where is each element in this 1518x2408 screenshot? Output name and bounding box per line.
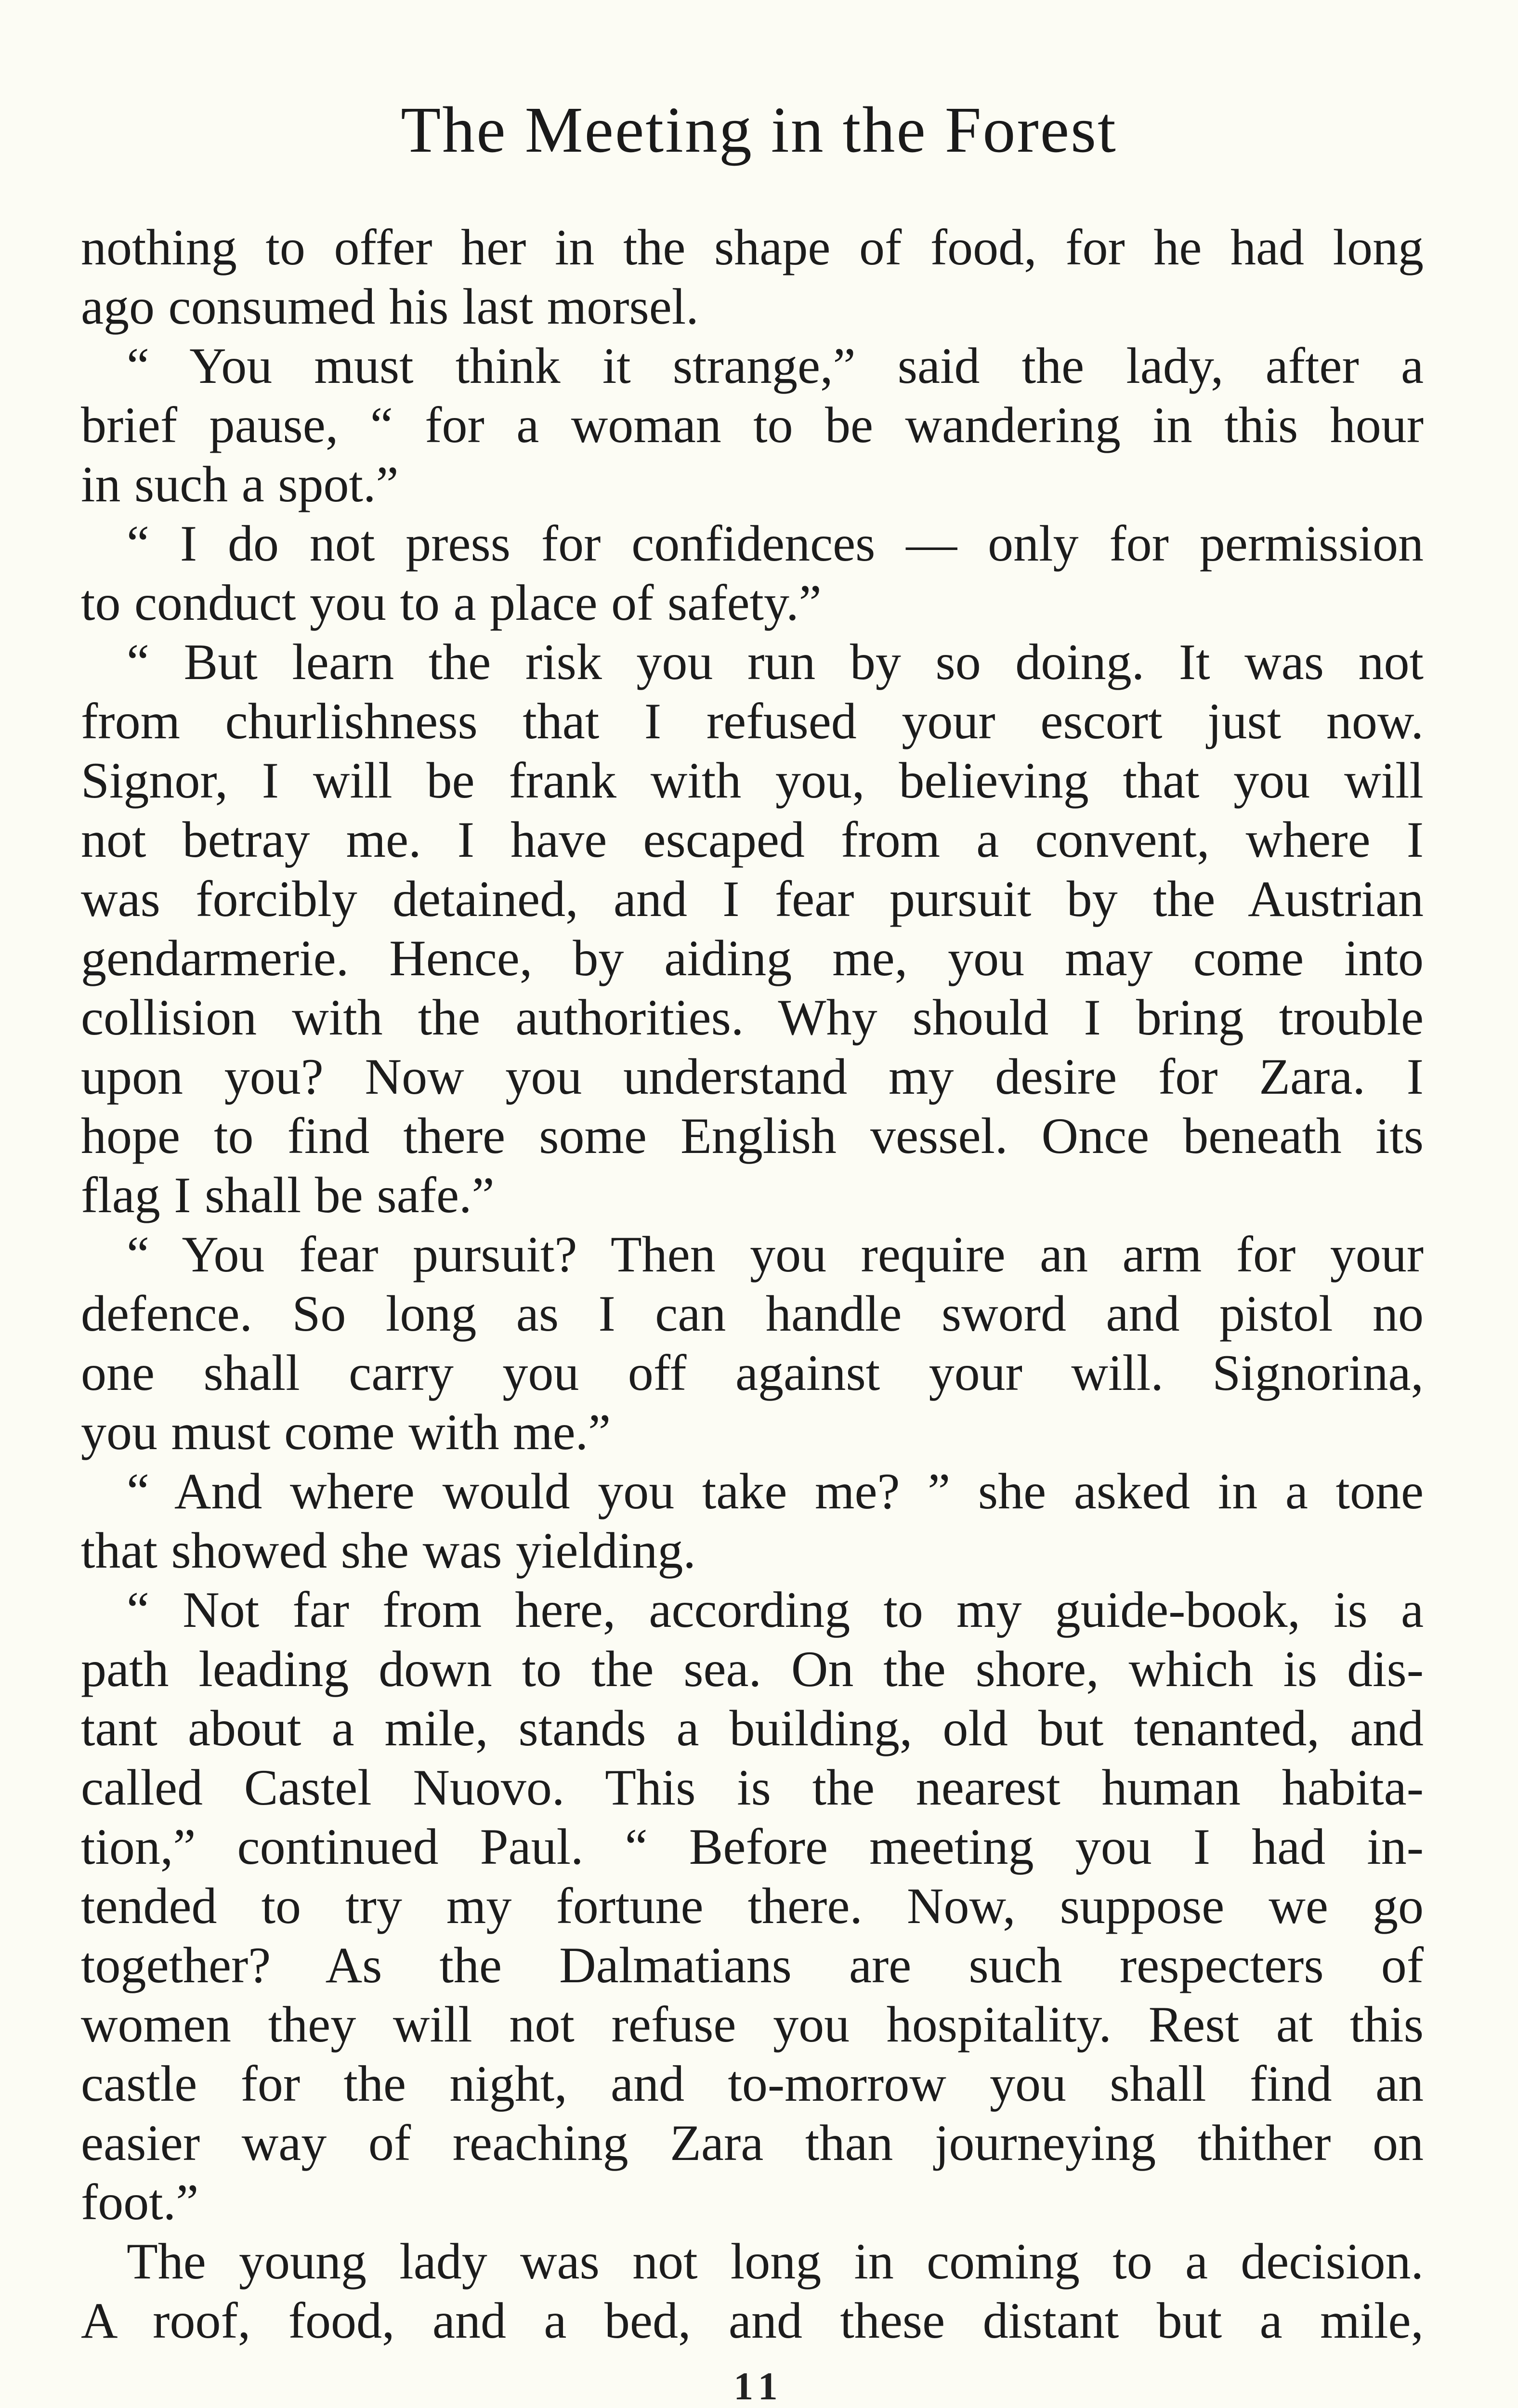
text-line: Signor, I will be frank with you, believing that you will <box>81 752 1424 809</box>
text-line: path leading down to the sea. On the shore, which is dis- <box>81 1641 1424 1697</box>
page-number: 11 <box>733 2364 785 2408</box>
text-line: one shall carry you off against your will. Signorina, <box>81 1345 1424 1401</box>
text-line: collision with the authorities. Why should I bring trouble <box>81 989 1424 1046</box>
text-line: nothing to offer her in the shape of food, for he had long <box>81 219 1424 275</box>
text-line: was forcibly detained, and I fear pursuit by the Austrian <box>81 871 1424 927</box>
text-line: not betray me. I have escaped from a convent, where I <box>81 811 1424 868</box>
text-line: “ But learn the risk you run by so doing. It was not <box>127 634 1424 690</box>
text-line: “ You must think it strange,” said the lady, after a <box>127 338 1424 394</box>
body-text <box>81 218 1424 2350</box>
text-line: in such a spot.” <box>81 456 399 512</box>
text-line: ago consumed his last morsel. <box>81 278 699 335</box>
text-line: upon you? Now you understand my desire for Zara. I <box>81 1048 1424 1105</box>
text-line: brief pause, “ for a woman to be wandering in this hour <box>81 397 1424 453</box>
text-line: tion,” continued Paul. “ Before meeting you I had in- <box>81 1819 1424 1875</box>
text-line: easier way of reaching Zara than journeying thither on <box>81 2115 1424 2171</box>
text-line: from churlishness that I refused your escort just now. <box>81 693 1424 749</box>
text-line: A roof, food, and a bed, and these distant but a mile, <box>81 2292 1424 2349</box>
text-line: to conduct you to a place of safety.” <box>81 575 822 631</box>
text-line: “ You fear pursuit? Then you require an arm for your <box>127 1226 1424 1283</box>
text-line: tended to try my fortune there. Now, suppose we go <box>81 1878 1424 1934</box>
page-title: The Meeting in the Forest <box>401 94 1117 166</box>
text-line: The young lady was not long in coming to a decision. <box>127 2233 1424 2290</box>
text-line: women they will not refuse you hospitality. Rest at this <box>81 1996 1424 2053</box>
text-line: together? As the Dalmatians are such respecters of <box>81 1937 1424 1993</box>
text-line: foot.” <box>81 2174 199 2230</box>
text-line: that showed she was yielding. <box>81 1522 696 1579</box>
text-line: tant about a mile, stands a building, old but tenanted, and <box>81 1700 1424 1756</box>
text-line: flag I shall be safe.” <box>81 1167 495 1223</box>
text-line: defence. So long as I can handle sword and pistol no <box>81 1285 1424 1342</box>
text-line: hope to find there some English vessel. Once beneath its <box>81 1108 1424 1164</box>
text-line: you must come with me.” <box>81 1404 611 1460</box>
text-line: gendarmerie. Hence, by aiding me, you may come into <box>81 930 1424 986</box>
text-line: “ And where would you take me? ” she asked in a tone <box>127 1463 1424 1519</box>
text-line: “ Not far from here, according to my guide-book, is a <box>127 1582 1424 1638</box>
text-line: “ I do not press for confidences — only for permission <box>127 515 1424 572</box>
text-line: castle for the night, and to-morrow you shall find an <box>81 2055 1424 2112</box>
text-line: called Castel Nuovo. This is the nearest human habita- <box>81 1759 1424 1816</box>
